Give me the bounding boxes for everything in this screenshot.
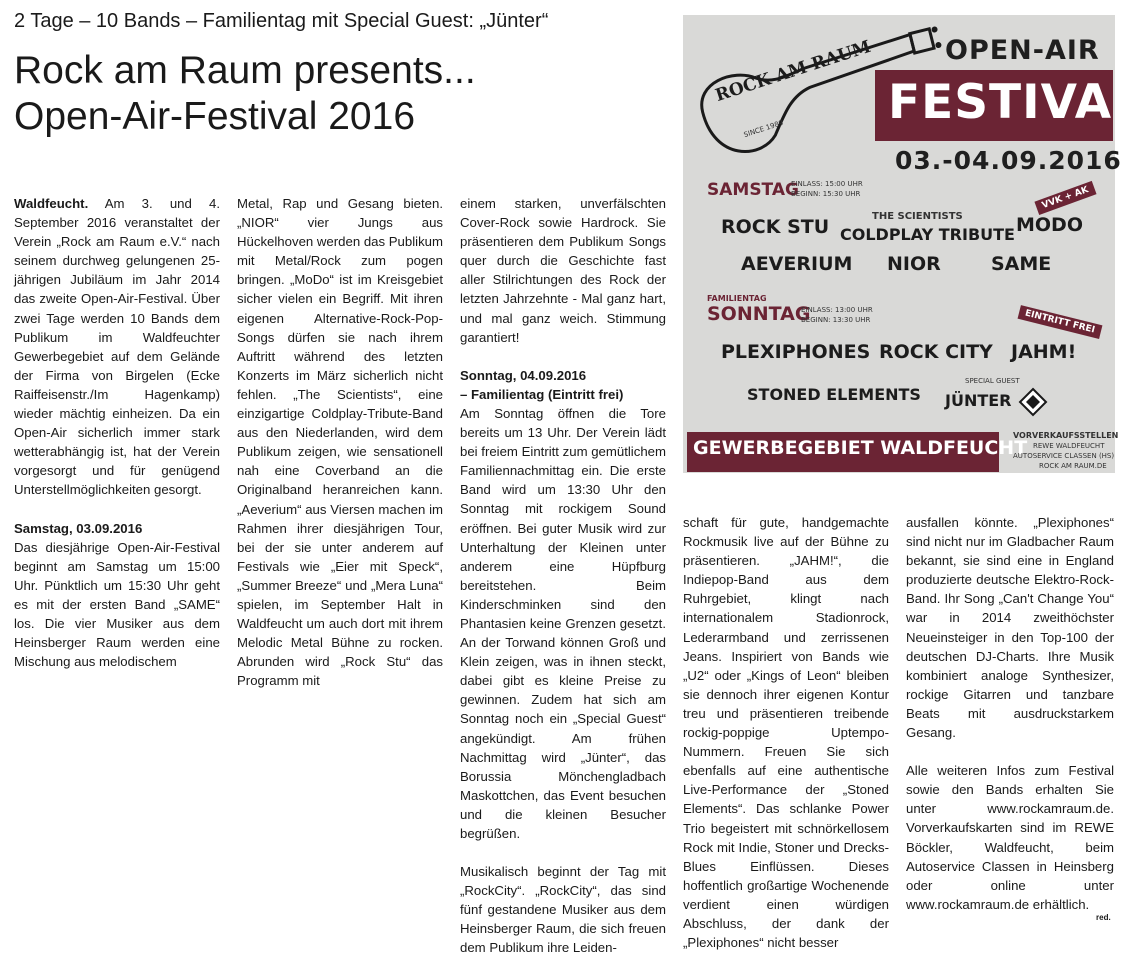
headline bbox=[14, 48, 476, 140]
eintritt-frei-tag: EINTRITT FREI bbox=[1018, 305, 1103, 339]
dateline: Waldfeucht. bbox=[14, 196, 89, 211]
band-scientists: THE SCIENTISTS bbox=[872, 211, 963, 222]
sunday-paragraph: Am Sonntag öffnen die Tore bereits um 13 Uhr. Der Verein lädt bei freiem Eintritt zum gemütlichem Familiennachmittag ein. Die erste Band wird um 13:30 Uhr den Sonntag mit rockigem Sound eröffnen. Bei guter Musik wird zur Unterhaltung der Kleinen unter anderem eine Hüpfburg bereitstehen. Beim Kinderschminken sind den Phantasien keine Grenzen gesetzt. An der Torwand können Groß und Klein zeigen, was in ihnen steckt, dabei gibt es kleine Preise zu gewinnen. Zudem hat sich am Sonntag noch ein „Special Guest“ angekündigt. Am frühen Nachmittag wird „Jünter“, das Borussia Mönchengladbach Maskottchen, das Event besuchen und die kleinen Besucher begrüßen. bbox=[460, 405, 666, 841]
band-rock-city: ROCK CITY bbox=[879, 341, 993, 363]
club-crest-icon bbox=[1019, 388, 1047, 416]
sunday-heading: Sonntag, 04.09.2016 bbox=[460, 367, 587, 383]
band-aeverium: AEVERIUM bbox=[741, 253, 853, 275]
location-label: GEWERBEGEBIET WALDFEUCHT bbox=[693, 437, 1028, 459]
signature: red. bbox=[1096, 913, 1111, 922]
sunday-label: SONNTAG bbox=[707, 303, 811, 325]
festival-poster bbox=[683, 15, 1143, 473]
article-column-2 bbox=[237, 194, 443, 709]
sunday-einlass: EINLASS: 13:00 UHR bbox=[801, 306, 873, 314]
column-4-text: schaft für gute, handgemachte Rockmusik live auf der Bühne zu präsentieren. „JAHM!“, die Indiepop-Band aus dem Ruhrgebiet, klingt nach internationalem Stadionrock, Lederarmband und zerrissenen Jeans. Inspiriert von Bands wie „U2“ oder „Kings of Leon“ bleiben sie dennoch ihrer eigenen Kontur treu und präsentieren treibende rockig-poppige Uptempo-Nummern. Freuen Sie sich ebenfalls auf eine authentische Live-Performance der „Stoned Elements“. Das schlanke Power Trio begeistert mit schnörkellosem Rock mit Indie, Stoner und Drecks-Blues Einflüssen. Dieses hoffentlich großartige Wochenende verdient einen würdigen Abschluss, der dank der „Plexiphones“ nicht besser bbox=[683, 515, 889, 951]
sunday-beginn: BEGINN: 13:30 UHR bbox=[801, 316, 871, 324]
band-plexiphones: PLEXIPHONES bbox=[721, 341, 871, 363]
column-5-text: ausfallen könnte. „Plexiphones“ sind nicht nur im Gladbacher Raum bekannt, sie sind eine in England produzierte deutsche Elektro-Rock-Band. Ihr Song „Can't Change You“ war in 2014 zweithöchster Neueinsteiger in den Top-100 der deutschen DJ-Charts. Ihre Musik kombiniert analoge Synthesizer, rockige Gitarren und tanzbare Beats mit ausdruckstarkem Gesang. bbox=[906, 515, 1114, 741]
band-stoned-elements: STONED ELEMENTS bbox=[747, 385, 921, 404]
logo-text: ROCK AM RAUM bbox=[713, 36, 874, 107]
band-jahm: JAHM! bbox=[1011, 341, 1077, 363]
sunday-subheading: – Familientag (Eintritt frei) bbox=[460, 386, 624, 402]
special-guest-label: SPECIAL GUEST bbox=[965, 377, 1020, 385]
vvk-tag: VVK + AK bbox=[1034, 181, 1096, 215]
saturday-beginn: BEGINN: 15:30 UHR bbox=[791, 190, 861, 198]
open-air-label: OPEN-AIR bbox=[945, 35, 1100, 66]
intro-paragraph bbox=[14, 194, 220, 500]
guest-juenter: JÜNTER bbox=[945, 391, 1012, 410]
band-modo: MODO bbox=[1016, 214, 1083, 236]
band-nior: NIOR bbox=[887, 253, 941, 275]
saturday-paragraph: Das diesjährige Open-Air-Festival beginnt am Samstag um 15:00 Uhr. Pünktlich um 15:30 Uhr geht es mit der ersten Band „SAME“ los. Die vier Musiker aus dem Heinsberger Raum werden eine Mischung aus melodischem bbox=[14, 539, 220, 670]
column-2-text: Metal, Rap und Gesang bieten. „NIOR“ vier Jungs aus Hückelhoven werden das Publikum mit Metal/Rock zum pogen bringen. „MoDo“ ist im Kreisgebiet sicher vielen ein Begriff. Mit ihren eigenen Alternative-Rock-Pop-Songs dürfen sie nach ihrem Auftritt während des letzten Konzerts im März sicherlich nicht fehlen. „The Scientists“, eine einzigartige Coldplay-Tribute-Band aus den Niederlanden, wird dem Publikum zeigen, wie sensationell nah eine Coverband an die Originalband heranreichen kann. „Aeverium“ aus Viersen machen im Rahmen ihrer diesjährigen Tour, bei der sie unter anderem auf Festivals wie „Eier mit Speck“, „Summer Breeze“ und „Mera Luna“ spielen, im September Halt in Waldfeucht um auch dort mit ihrem Melodic Metal Bühne zu rocken. Abrunden wird „Rock Stu“ das Programm mit bbox=[237, 196, 443, 689]
headline-line-1: Rock am Raum presents... bbox=[14, 49, 476, 92]
headline-line-2: Open-Air-Festival 2016 bbox=[14, 95, 416, 138]
logo-since: SINCE 1989 bbox=[742, 118, 785, 140]
article-column-3 bbox=[460, 194, 666, 977]
intro-text: Am 3. und 4. September 2016 veranstaltet der Verein „Rock am Raum e.V.“ nach seinem durchweg gelungenen 25-jährigen Jubiläum im Jahr 2014 das zweite Open-Air-Festival. Über zwei Tage werden 10 Bands dem Publikum im Waldfeuchter Gewerbegebiet auf dem Gelände der Firma von Birgelen (Ecke Raiffeisenstr./Im Hagenkamp) wieder mächtig einheizen. Da ein Open-Air sicherlich immer stark wetterabhängig ist, hat der Verein vorgesorgt und für genügend Unterstellmöglichkeiten gesorgt. bbox=[14, 196, 220, 498]
vvk-rewe: REWE WALDFEUCHT bbox=[1033, 442, 1105, 450]
familientag-label: FAMILIENTAG bbox=[707, 294, 767, 303]
kicker: 2 Tage – 10 Bands – Familientag mit Special Guest: „Jünter“ bbox=[14, 10, 549, 32]
band-same: SAME bbox=[991, 253, 1052, 275]
article-column-5 bbox=[906, 513, 1114, 933]
info-paragraph: Alle weiteren Infos zum Festival sowie den Bands erhalten Sie unter www.rockamraum.de. Vorverkaufskarten sind im REWE Böckler, Waldfeucht, beim Autoservice Classen in Heinsberg oder online unter www.rockamraum.de erhältlich. bbox=[906, 763, 1114, 912]
saturday-label: SAMSTAG bbox=[707, 180, 799, 200]
article-column-4 bbox=[683, 513, 889, 971]
vvk-stellen-heading: VORVERKAUFSSTELLEN bbox=[1013, 431, 1119, 440]
festival-dates: 03.-04.09.2016 bbox=[895, 146, 1122, 175]
saturday-einlass: EINLASS: 15:00 UHR bbox=[791, 180, 863, 188]
band-rock-stu: ROCK STU bbox=[721, 216, 830, 238]
saturday-heading: Samstag, 03.09.2016 bbox=[14, 520, 143, 536]
sunday-music-paragraph: Musikalisch beginnt der Tag mit „RockCity“. „RockCity“, das sind fünf gestandene Musiker aus dem Heinsberger Raum, die sich freuen dem Publikum ihre Leiden- bbox=[460, 864, 666, 956]
vvk-autoservice: AUTOSERVICE CLASSEN (HS) bbox=[1013, 452, 1115, 460]
column-3-text: einem starken, unverfälschten Cover-Rock sowie Hardrock. Sie präsentieren dem Publikum Songs quer durch die Geschichte fast aller Stilrichtungen des Rock der letzten Jahrzehnte - Mal ganz hart, und mal ganz weich. Stimmung garantiert! bbox=[460, 196, 666, 345]
article-column-1 bbox=[14, 194, 220, 690]
festival-title: FESTIVAL bbox=[888, 75, 1143, 130]
vvk-website: ROCK AM RAUM.DE bbox=[1039, 462, 1107, 470]
band-coldplay-tribute: COLDPLAY TRIBUTE bbox=[840, 225, 1015, 244]
